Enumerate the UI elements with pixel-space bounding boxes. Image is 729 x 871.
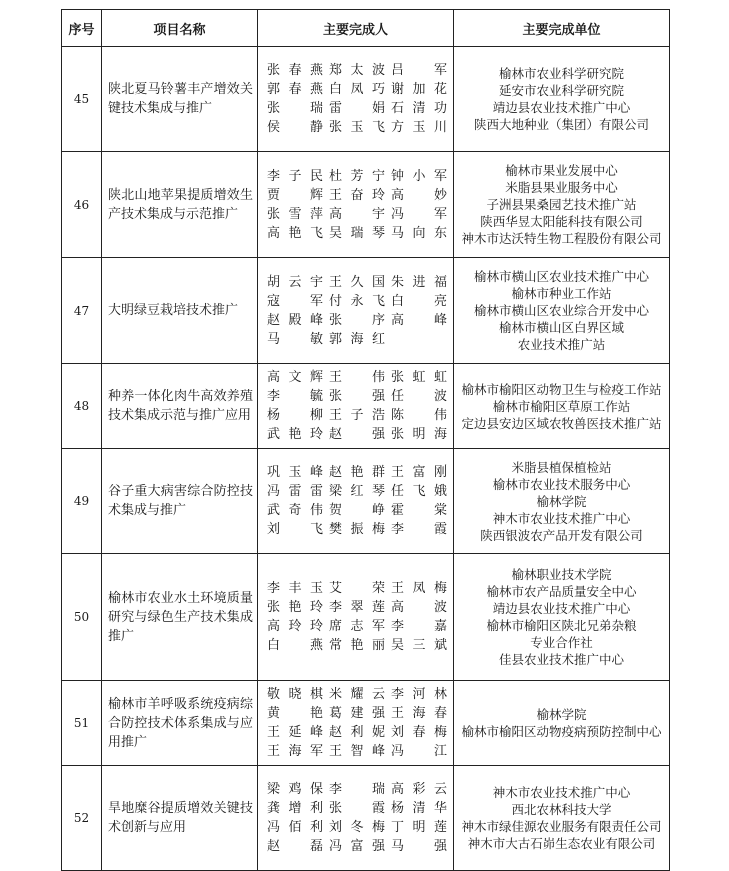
person-name: 任飞娥: [391, 484, 447, 499]
person-name: 冯富强: [329, 839, 385, 854]
person-name: 张玉飞: [329, 120, 385, 135]
person-name: 朱进福: [391, 274, 447, 290]
person-name: 王富刚: [391, 465, 447, 480]
person-name: 梁鸡保: [267, 782, 323, 797]
person-name: 高文辉: [267, 370, 323, 385]
person-name: 雷 娟: [329, 101, 385, 116]
person-name: 李河林: [391, 687, 447, 702]
person-name: 李 瑞: [329, 782, 385, 797]
person-name: 武奇伟: [267, 503, 323, 518]
awards-table: [61, 9, 670, 871]
person-name: 冯雷雷: [267, 484, 323, 499]
project-name: 榆林市农业水土环境质量研究与绿色生产技术集成推广: [102, 554, 258, 681]
people-line: [267, 118, 453, 137]
unit-line: 榆林市农业科学研究院: [498, 66, 624, 81]
person-name: 张艳玲: [267, 600, 323, 615]
person-name: 冯 军: [391, 206, 447, 222]
header-units: 主要完成单位: [454, 10, 670, 47]
people-line: [267, 330, 453, 349]
project-name: 种养一体化肉牛高效养殖技术集成示范与推广应用: [102, 364, 258, 449]
people-line: [267, 598, 453, 617]
main-units-cell: [454, 766, 670, 871]
project-name: 旱地糜谷提质增效关键技术创新与应用: [102, 766, 258, 871]
person-name: 王延峰: [267, 725, 323, 740]
people-line: [267, 61, 453, 80]
table-row: [62, 47, 670, 152]
people-line: [267, 224, 453, 243]
people-line: [267, 742, 453, 761]
people-line: [267, 80, 453, 99]
person-name: 胡云宇: [267, 274, 323, 290]
person-name: 陈 伟: [391, 408, 447, 423]
unit-line: 榆林市榆阳区动物卫生与检疫工作站: [461, 381, 662, 397]
person-name: 赵艳群: [329, 465, 385, 480]
people-line: [267, 368, 453, 387]
unit-line: 专业合作社: [530, 635, 593, 650]
person-name: 高彩云: [391, 782, 447, 797]
unit-line: 米脂县果业服务中心: [505, 180, 618, 195]
person-name: 侯 静: [267, 120, 323, 135]
main-people-cell: [258, 449, 454, 554]
unit-line: 子洲县果桑园艺技术推广站: [486, 197, 637, 212]
people-line: [267, 167, 453, 186]
person-name: 王久国: [329, 274, 385, 290]
unit-line: 米脂县植保植检站: [511, 459, 612, 475]
header-seq: 序号: [62, 10, 102, 47]
main-people-cell: [258, 766, 454, 871]
person-name: 张 瑞: [267, 101, 323, 116]
unit-line: 神木市农业技术推广中心: [492, 510, 631, 526]
person-name: 赵利妮: [329, 725, 385, 740]
person-name: 石清功: [391, 101, 447, 116]
main-units-cell: [454, 449, 670, 554]
person-name: 钟小军: [391, 168, 447, 184]
main-units-cell: [454, 554, 670, 681]
unit-line: 靖边县农业技术推广中心: [492, 100, 631, 115]
person-name: 刘 飞: [267, 522, 323, 537]
main-units-cell: [454, 364, 670, 449]
unit-line: 榆林市种业工作站: [511, 286, 612, 301]
people-line: [267, 463, 453, 482]
people-line: [267, 99, 453, 118]
person-name: 白凤巧: [329, 82, 385, 97]
main-units-cell: [454, 681, 670, 766]
people-line: [267, 723, 453, 742]
person-name: 霍 棠: [391, 503, 447, 518]
project-name: 陕北夏马铃薯丰产增效关键技术集成与推广: [102, 47, 258, 152]
unit-line: 榆林市榆阳区草原工作站: [492, 398, 631, 414]
unit-line: 榆林职业技术学院: [511, 567, 612, 582]
unit-line: 陕西大地种业（集团）有限公司: [473, 117, 649, 132]
person-name: 贾 辉: [267, 187, 323, 203]
people-line: [267, 799, 453, 818]
table-row: [62, 258, 670, 364]
unit-line: 榆林市横山区农业综合开发中心: [473, 303, 649, 318]
person-name: 高 妙: [391, 187, 447, 203]
unit-line: 陕西银波农产品开发有限公司: [480, 527, 643, 543]
person-name: 李 嘉: [391, 619, 447, 634]
person-name: 高艳飞: [267, 225, 323, 241]
unit-line: 神木市农业技术推广中心: [492, 785, 631, 800]
unit-line: 西北农林科技大学: [511, 802, 612, 817]
person-name: 张春燕: [267, 63, 323, 78]
main-people-cell: [258, 554, 454, 681]
row-number: 45: [62, 47, 102, 152]
main-people-cell: [258, 152, 454, 258]
people-line: [267, 685, 453, 704]
person-name: 杜芳宁: [329, 168, 385, 184]
project-name: 榆林市羊呼吸系统疫病综合防控技术体系集成与应用推广: [102, 681, 258, 766]
unit-line: 榆林学院: [536, 493, 587, 509]
people-line: [267, 292, 453, 311]
person-name: 王海春: [391, 706, 447, 721]
unit-line: 榆林市榆阳区陕北兄弟杂粮: [486, 618, 637, 633]
people-line: [267, 482, 453, 501]
row-number: 49: [62, 449, 102, 554]
person-name: 任 波: [391, 389, 447, 404]
unit-line: 榆林市榆阳区动物疫病预防控制中心: [461, 724, 662, 739]
person-name: 高 宇: [329, 206, 385, 222]
people-line: [267, 636, 453, 655]
person-name: 张明海: [391, 427, 447, 442]
unit-line: 农业技术推广站: [517, 337, 606, 352]
table-row: [62, 449, 670, 554]
people-line: [267, 406, 453, 425]
person-name: 赵殿峰: [267, 312, 323, 328]
header-row: [62, 10, 670, 47]
person-name: 白 燕: [267, 638, 323, 653]
person-name: 敬晓棋: [267, 687, 323, 702]
people-line: [267, 311, 453, 330]
unit-line: 神木市大古石峁生态农业有限公司: [467, 836, 656, 851]
row-number: 47: [62, 258, 102, 364]
unit-line: 榆林学院: [536, 707, 587, 722]
person-name: 冯 江: [391, 744, 447, 759]
unit-line: 靖边县农业技术推广中心: [492, 601, 631, 616]
person-name: 李 霞: [391, 522, 447, 537]
person-name: 吴三斌: [391, 638, 447, 653]
people-line: [267, 780, 453, 799]
person-name: 郭海红: [329, 331, 385, 347]
person-name: 高 峰: [391, 312, 447, 328]
person-name: 郑太波: [329, 63, 385, 78]
person-name: 梁红琴: [329, 484, 385, 499]
person-name: 米耀云: [329, 687, 385, 702]
unit-line: 榆林市横山区白界区域: [498, 320, 624, 335]
person-name: 方玉川: [391, 120, 447, 135]
unit-line: 陕西华昱太阳能科技有限公司: [480, 214, 643, 229]
table-row: [62, 681, 670, 766]
person-name: 杨 柳: [267, 408, 323, 423]
person-name: 杨清华: [391, 801, 447, 816]
person-name: 付永飞: [329, 293, 385, 309]
person-name: 艾 荣: [329, 581, 385, 596]
person-name: 王奋玲: [329, 187, 385, 203]
row-number: 51: [62, 681, 102, 766]
main-people-cell: [258, 364, 454, 449]
header-project: 项目名称: [102, 10, 258, 47]
unit-line: 榆林市横山区农业技术推广中心: [473, 269, 649, 284]
unit-line: 榆林市农业技术服务中心: [492, 476, 631, 492]
person-name: 张 强: [329, 389, 385, 404]
main-people-cell: [258, 47, 454, 152]
person-name: 马 强: [391, 839, 447, 854]
unit-line: 神木市绿佳源农业服务有限责任公司: [461, 819, 662, 834]
people-line: [267, 501, 453, 520]
people-line: [267, 617, 453, 636]
table-row: [62, 152, 670, 258]
person-name: 高玲玲: [267, 619, 323, 634]
main-people-cell: [258, 681, 454, 766]
main-units-cell: [454, 258, 670, 364]
person-name: 高 波: [391, 600, 447, 615]
person-name: 赵 磊: [267, 839, 323, 854]
person-name: 张虹虹: [391, 370, 447, 385]
person-name: 马向东: [391, 225, 447, 241]
unit-line: 延安市农业科学研究院: [498, 83, 624, 98]
table-row: [62, 766, 670, 871]
person-name: 丁明莲: [391, 820, 447, 835]
people-line: [267, 273, 453, 292]
row-number: 46: [62, 152, 102, 258]
row-number: 50: [62, 554, 102, 681]
person-name: 马 敏: [267, 331, 323, 347]
project-name: 谷子重大病害综合防控技术集成与推广: [102, 449, 258, 554]
person-name: 王子浩: [329, 408, 385, 423]
people-line: [267, 387, 453, 406]
main-units-cell: [454, 47, 670, 152]
person-name: 刘春梅: [391, 725, 447, 740]
person-name: 贺 峥: [329, 503, 385, 518]
person-name: 武艳玲: [267, 427, 323, 442]
people-line: [267, 520, 453, 539]
person-name: 李翠莲: [329, 600, 385, 615]
header-people: 主要完成人: [258, 10, 454, 47]
people-line: [267, 704, 453, 723]
unit-line: 佳县农业技术推广中心: [498, 652, 624, 667]
table-row: [62, 364, 670, 449]
person-name: 葛建强: [329, 706, 385, 721]
person-name: 樊振梅: [329, 522, 385, 537]
person-name: 张 霞: [329, 801, 385, 816]
main-units-cell: [454, 152, 670, 258]
table-body: [62, 47, 670, 871]
person-name: 白 亮: [391, 293, 447, 309]
person-name: 黄 艳: [267, 706, 323, 721]
unit-line: 神木市达沃特生物工程股份有限公司: [461, 231, 662, 246]
person-name: 李 毓: [267, 389, 323, 404]
unit-line: 榆林市农产品质量安全中心: [486, 584, 637, 599]
person-name: 寇 军: [267, 293, 323, 309]
people-line: [267, 818, 453, 837]
person-name: 吕 军: [391, 63, 447, 78]
person-name: 李子民: [267, 168, 323, 184]
project-name: 陕北山地苹果提质增效生产技术集成与示范推广: [102, 152, 258, 258]
person-name: 李丰玉: [267, 581, 323, 596]
unit-line: 定边县安边区域农牧兽医技术推广站: [461, 415, 662, 431]
people-line: [267, 579, 453, 598]
person-name: [391, 330, 447, 349]
row-number: 52: [62, 766, 102, 871]
row-number: 48: [62, 364, 102, 449]
person-name: 张雪萍: [267, 206, 323, 222]
project-name: 大明绿豆栽培技术推广: [102, 258, 258, 364]
people-line: [267, 205, 453, 224]
main-people-cell: [258, 258, 454, 364]
person-name: 王凤梅: [391, 581, 447, 596]
person-name: 席志军: [329, 619, 385, 634]
person-name: 刘冬梅: [329, 820, 385, 835]
document-table-wrapper: [61, 9, 670, 871]
person-name: 冯佰利: [267, 820, 323, 835]
person-name: 王海军: [267, 744, 323, 759]
table-row: [62, 554, 670, 681]
people-line: [267, 186, 453, 205]
person-name: 常艳丽: [329, 638, 385, 653]
person-name: 王 伟: [329, 370, 385, 385]
person-name: 谢加花: [391, 82, 447, 97]
people-line: [267, 425, 453, 444]
person-name: 龚增利: [267, 801, 323, 816]
person-name: 吴瑞琴: [329, 225, 385, 241]
person-name: 王智峰: [329, 744, 385, 759]
person-name: 张 序: [329, 312, 385, 328]
person-name: 赵 强: [329, 427, 385, 442]
unit-line: 榆林市果业发展中心: [505, 163, 618, 178]
person-name: 郭春燕: [267, 82, 323, 97]
person-name: 巩玉峰: [267, 465, 323, 480]
